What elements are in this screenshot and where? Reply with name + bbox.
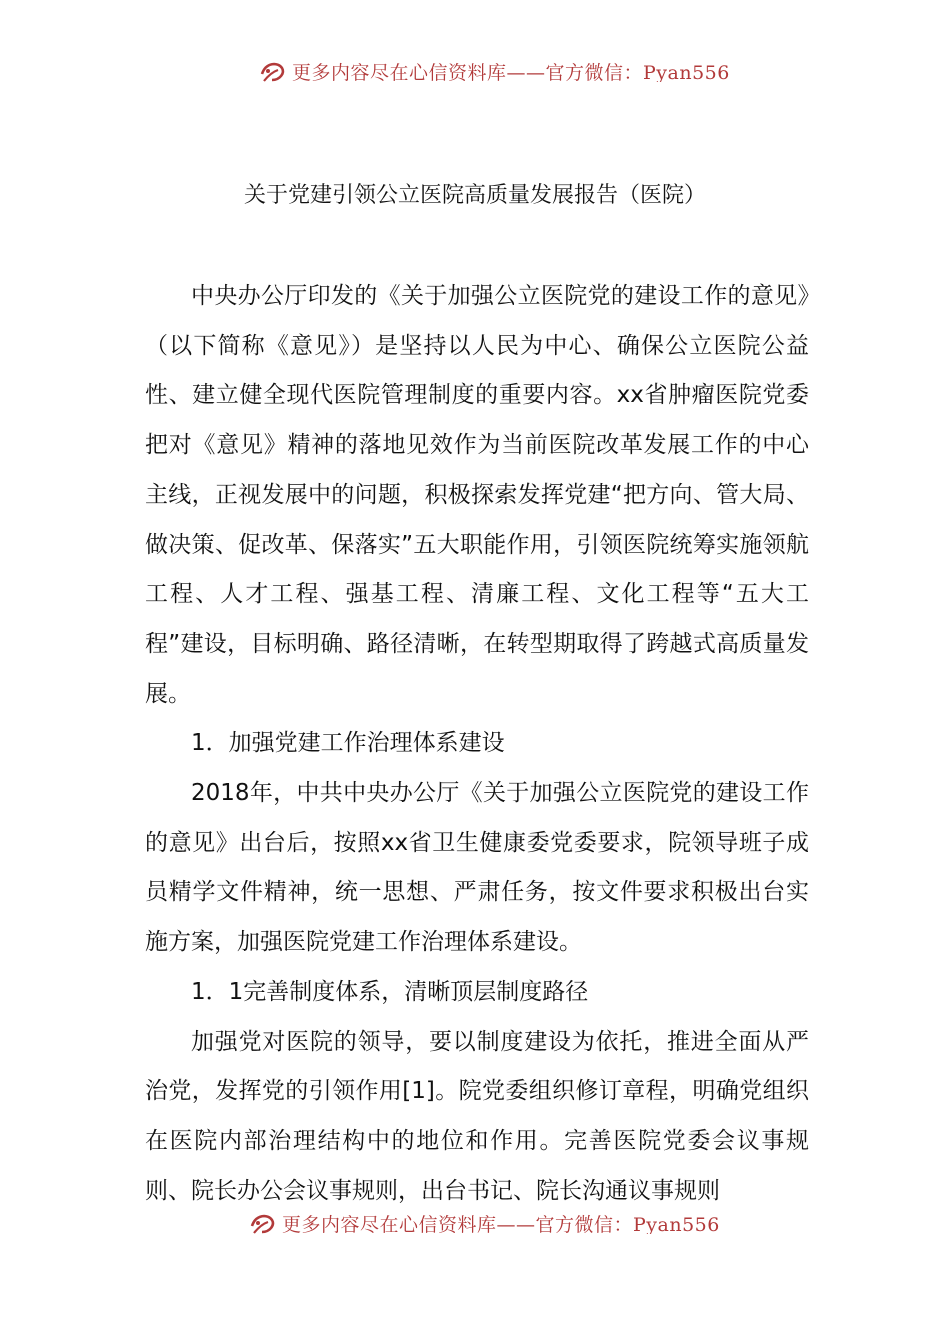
- watermark-text: 更多内容尽在心信资料库——官方微信：Pyan556: [292, 62, 730, 82]
- footer-watermark: [0, 1208, 950, 1234]
- intro-paragraph: 中央办公厅印发的《关于加强公立医院党的建设工作的意见》（以下简称《意见》）是坚持以人民为中心、确保公立医院公益性、建立健全现代医院管理制度的重要内容。xx省肿瘤医院党委把对《意见》精神的落地见效作为当前医院改革发展工作的中心主线，正视发展中的问题，积极探索发挥党建“把方向、管大局、做决策、促改革、保落实”五大职能作用，引领医院统筹实施领航工程、人才工程、强基工程、清廉工程、文化工程等“五大工程”建设，目标明确、路径清晰，在转型期取得了跨越式高质量发展。: [145, 283, 809, 707]
- section-heading-1: 1．加强党建工作治理体系建设: [191, 730, 505, 757]
- subsection-heading-1-1: 1．1完善制度体系，清晰顶层制度路径: [191, 978, 589, 1005]
- section-1-paragraph: 2018年，中共中央办公厅《关于加强公立医院党的建设工作的意见》出台后，按照xx省卫生健康委党委要求，院领导班子成员精学文件精神，统一思想、严肃任务，按文件要求积极出台实施方案，加强医院党建工作治理体系建设。: [145, 780, 809, 956]
- watermark-logo-icon: [258, 60, 288, 83]
- header-watermark: [0, 56, 950, 82]
- watermark-text: 更多内容尽在心信资料库——官方微信：Pyan556: [282, 1214, 720, 1234]
- document-title: 关于党建引领公立医院高质量发展报告（医院）: [243, 183, 706, 208]
- document-body: [145, 272, 809, 1216]
- subsection-1-1-paragraph: 加强党对医院的领导，要以制度建设为依托，推进全面从严治党，发挥党的引领作用[1]。院党委组织修订章程，明确党组织在医院内部治理结构中的地位和作用。完善医院党委会议事规则、院长办公会议事规则，出台书记、院长沟通议事规则: [145, 1028, 809, 1204]
- watermark-logo-icon: [248, 1212, 278, 1235]
